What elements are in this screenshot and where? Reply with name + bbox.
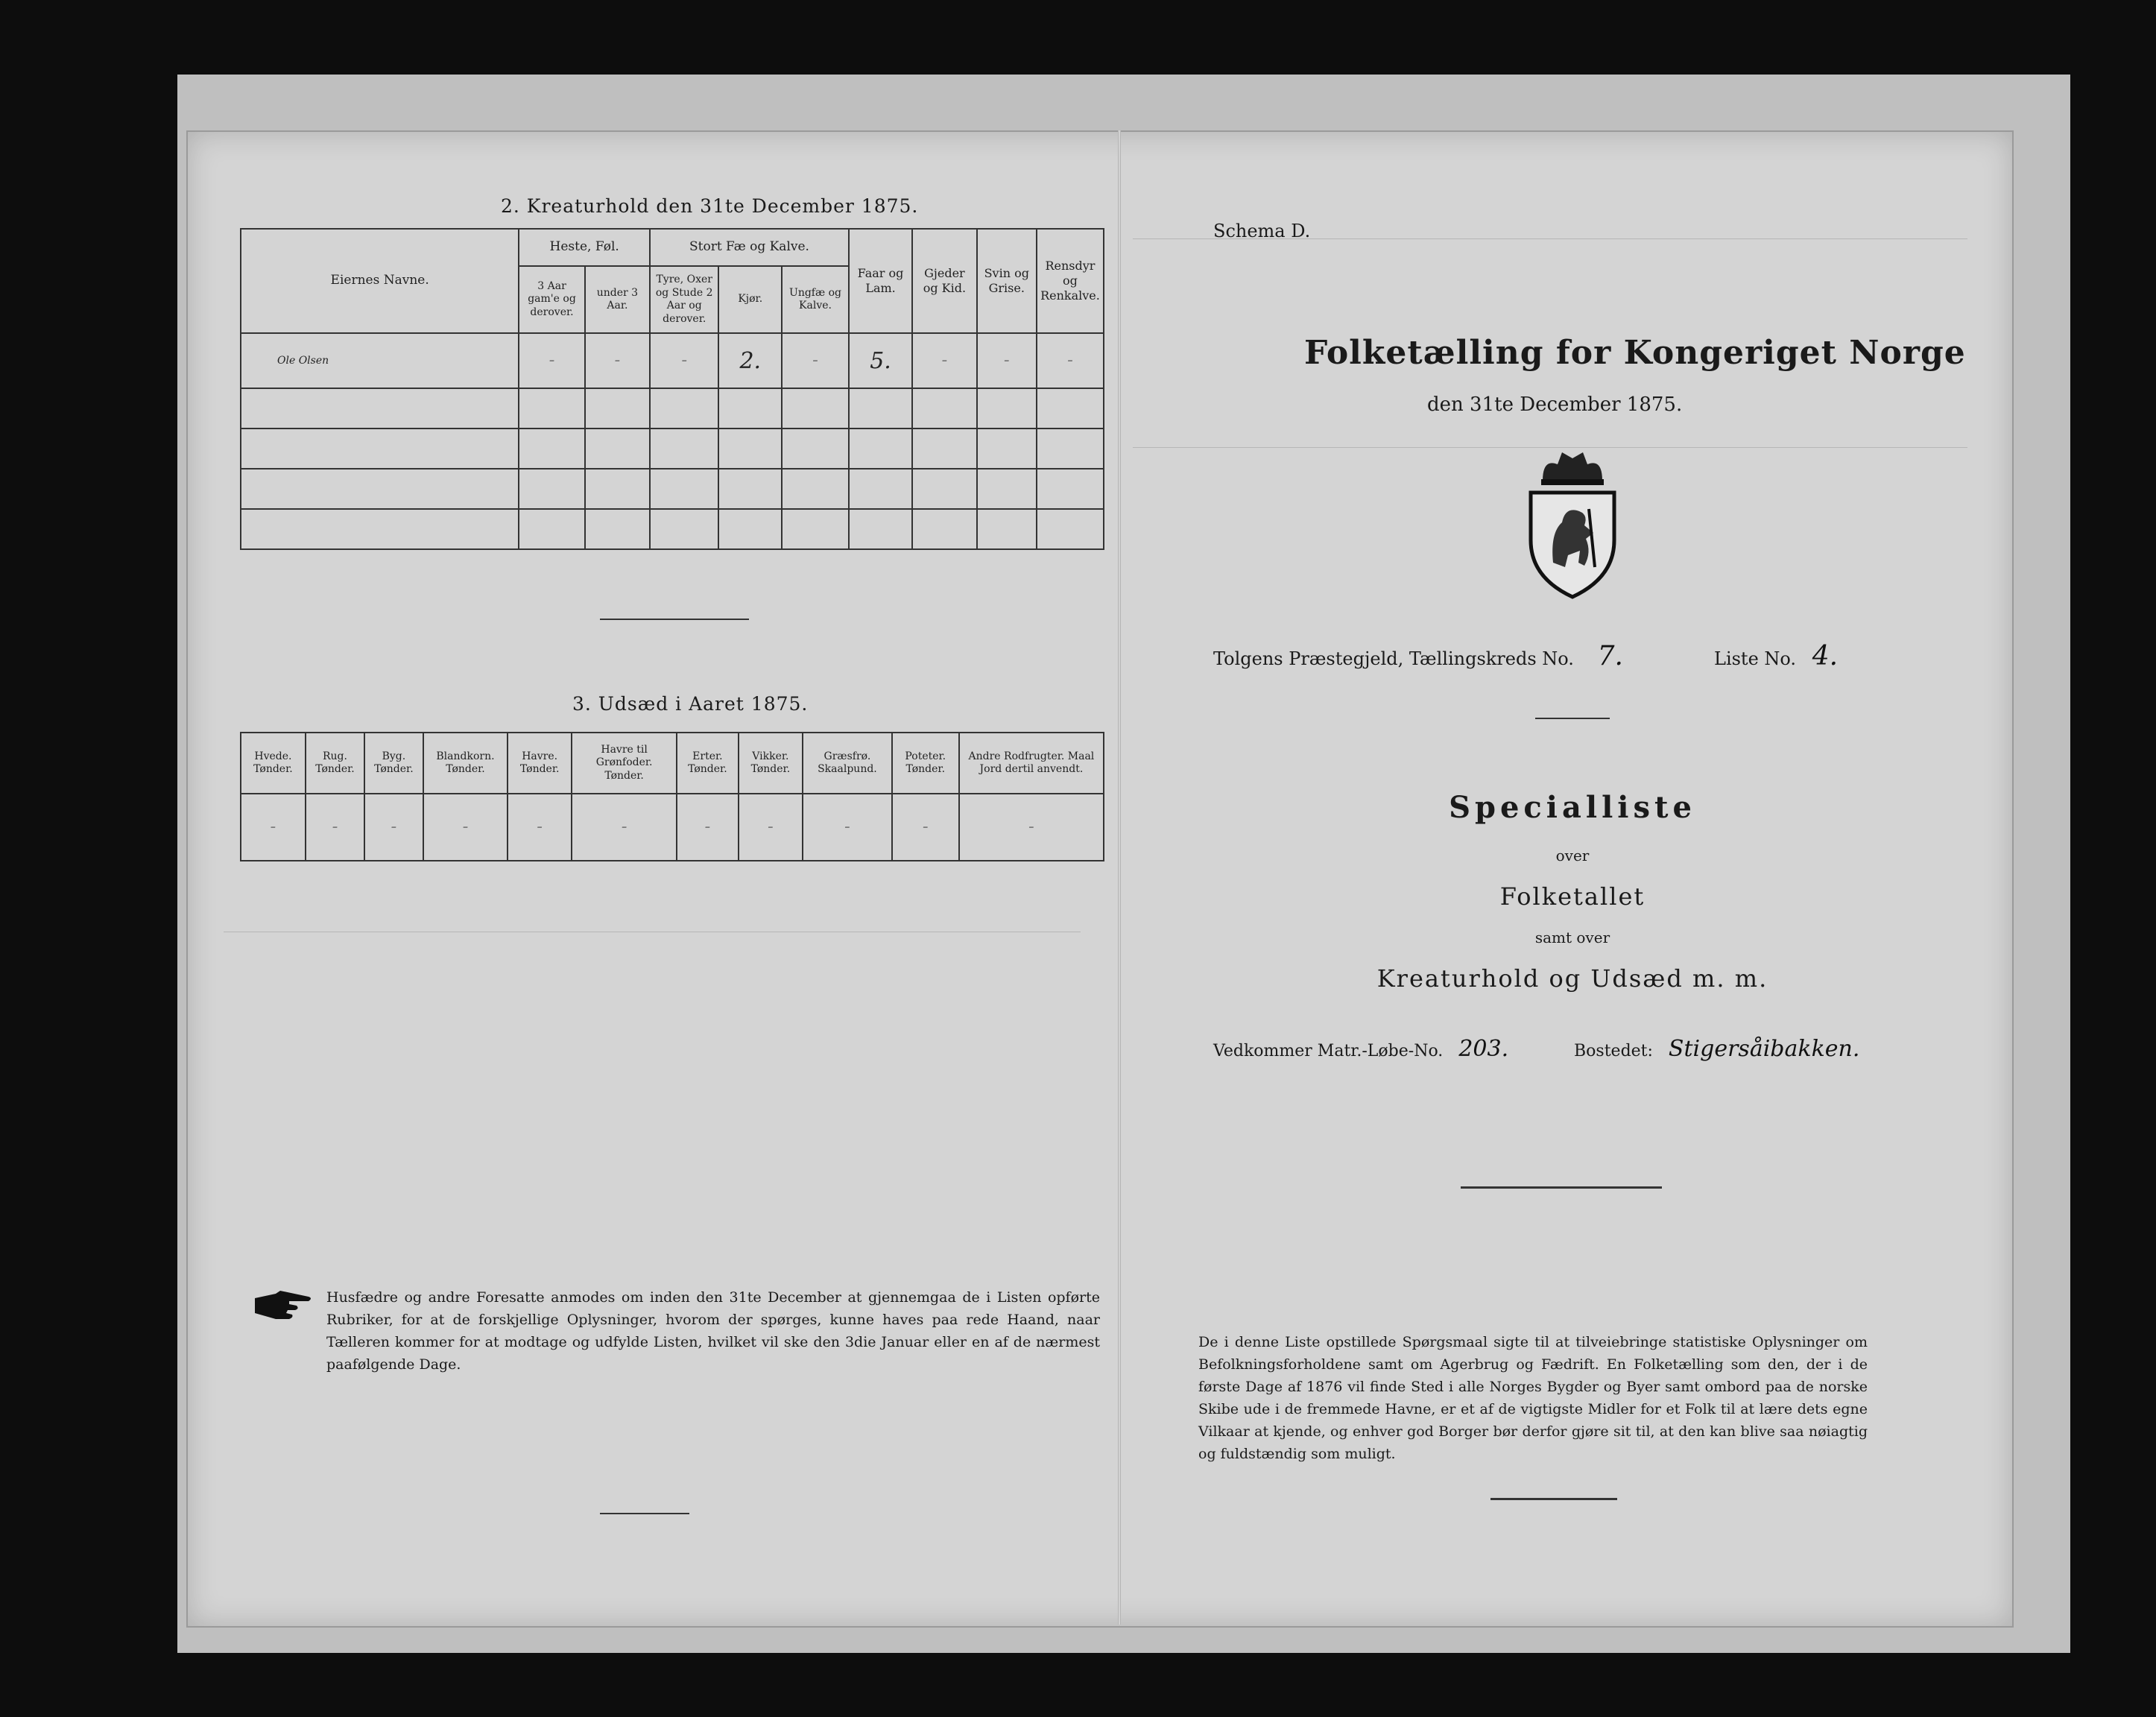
matr-number: 203. <box>1458 1036 1509 1062</box>
bosted-value: Stigersåibakken. <box>1668 1036 1860 1062</box>
seed-header-oats: Havre. Tønder. <box>508 733 572 794</box>
matr-line <box>1213 1036 1508 1062</box>
bosted-label: Bostedet: <box>1574 1042 1653 1060</box>
special-list-title: Specialliste <box>1449 790 1696 825</box>
seed-value-cell: – <box>803 794 892 861</box>
seed-value-cell: – <box>739 794 803 861</box>
horses-old-header: 3 Aar gam'e og derover. <box>519 266 584 333</box>
seed-value-cell: – <box>241 794 306 861</box>
parish-line <box>1213 641 1623 671</box>
folketallet-text: Folketallet <box>1499 882 1646 911</box>
seed-header-rye: Rug. Tønder. <box>306 733 364 794</box>
value-cell: 5. <box>849 333 912 388</box>
horses-young-header: under 3 Aar. <box>585 266 650 333</box>
seed-value-cell: – <box>423 794 508 861</box>
value-cell: – <box>977 333 1037 388</box>
seed-table <box>240 732 1104 861</box>
value-cell: – <box>912 333 976 388</box>
value-cell: – <box>519 333 584 388</box>
divider <box>1490 1498 1617 1500</box>
over-text: over <box>1555 847 1590 864</box>
schema-label: Schema D. <box>1213 221 1311 241</box>
seed-value-cell: – <box>959 794 1104 861</box>
seed-header-potatoes: Poteter. Tønder. <box>892 733 959 794</box>
owner-name-header: Eiernes Navne. <box>241 229 519 333</box>
bleed-through-line <box>1133 447 1967 448</box>
kreaturhold-text: Kreaturhold og Udsæd m. m. <box>1376 964 1768 993</box>
seed-header-green-oats: Havre til Grønfoder. Tønder. <box>572 733 677 794</box>
sheep-header: Faar og Lam. <box>849 229 912 333</box>
livestock-table <box>240 228 1104 550</box>
pointing-hand-icon <box>253 1288 314 1322</box>
table-row <box>241 794 1104 861</box>
seed-value-cell: – <box>572 794 677 861</box>
value-cell: – <box>585 333 650 388</box>
district-number: 7. <box>1597 641 1623 671</box>
section-3-title: 3. Udsæd i Aaret 1875. <box>572 693 809 715</box>
seed-value-cell: – <box>508 794 572 861</box>
matr-label: Vedkommer Matr.-Løbe-No. <box>1213 1042 1444 1060</box>
samt-over-text: samt over <box>1534 929 1610 946</box>
seed-header-barley: Byg. Tønder. <box>364 733 423 794</box>
cows-header: Kjør. <box>718 266 782 333</box>
owner-name-cell: Ole Olsen <box>241 333 519 388</box>
value-cell: – <box>782 333 849 388</box>
young-cattle-header: Ungfæ og Kalve. <box>782 266 849 333</box>
list-number: 4. <box>1812 641 1839 671</box>
list-label: Liste No. <box>1714 648 1797 669</box>
divider <box>1535 718 1610 719</box>
bosted-line <box>1574 1036 1859 1062</box>
horses-group-header: Heste, Føl. <box>519 229 650 266</box>
value-cell: – <box>1037 333 1104 388</box>
table-row <box>241 429 1104 469</box>
section-2-title: 2. Kreaturhold den 31te December 1875. <box>501 195 919 217</box>
seed-header-mixed-grain: Blandkorn. Tønder. <box>423 733 508 794</box>
seed-header-wheat: Hvede. Tønder. <box>241 733 306 794</box>
divider <box>600 619 749 620</box>
explanation-text: De i denne Liste opstillede Spørgsmaal sigte til at tilveiebringe statistiske Oplysninger om Befolkningsforholdene samt om Agerbrug og Fædrift. En Folketælling som den, der i de første Dage af 1876 vil finde Sted i alle Norges Bygder og Byer samt ombord paa de norske Skibe ude i de fremmede Havne, er et af de vigtigste Midler for et Folk til at lære dets egne Vilkaar at kjende, og enhver god Borger bør derfor gjøre sit til, at den kan blive saa nøiagtig og fuldstændig som muligt. <box>1198 1334 1868 1462</box>
seed-value-cell: – <box>892 794 959 861</box>
seed-header-grass-seed: Græsfrø. Skaalpund. <box>803 733 892 794</box>
seed-value-cell: – <box>677 794 739 861</box>
census-title: Folketælling for Kongeriget Norge <box>1304 334 1966 372</box>
seed-header-vetch: Vikker. Tønder. <box>739 733 803 794</box>
census-date: den 31te December 1875. <box>1427 393 1683 416</box>
reindeer-header: Rensdyr og Renkalve. <box>1037 229 1104 333</box>
pigs-header: Svin og Grise. <box>977 229 1037 333</box>
table-row <box>241 333 1104 388</box>
bulls-header: Tyre, Oxer og Stude 2 Aar og derover. <box>650 266 718 333</box>
goats-header: Gjeder og Kid. <box>912 229 976 333</box>
list-line <box>1714 641 1838 671</box>
seed-value-cell: – <box>364 794 423 861</box>
seed-value-cell: – <box>306 794 364 861</box>
value-cell: 2. <box>718 333 782 388</box>
parish-label: Tolgens Præstegjeld, Tællingskreds No. <box>1213 648 1574 669</box>
table-row <box>241 388 1104 429</box>
coat-of-arms-icon <box>1520 451 1625 600</box>
divider <box>600 1513 689 1514</box>
notice-text: Husfædre og andre Foresatte anmodes om inden den 31te December at gjennemgaa de i Listen opførte Rubriker, for at de forskjellige Oplysninger, hvorom der spørges, kunne haves paa rede Haand, naar Tælleren kommer for at modtage og udfylde Listen, hvilket vil ske den 3die Januar eller en af de nærmest paafølgende Dage. <box>326 1289 1100 1373</box>
table-row <box>241 509 1104 549</box>
page-fold <box>1118 130 1121 1625</box>
table-row <box>241 469 1104 509</box>
seed-header-root-crops: Andre Rodfrugter. Maal Jord dertil anvendt. <box>959 733 1104 794</box>
divider <box>1461 1186 1662 1189</box>
cattle-group-header: Stort Fæ og Kalve. <box>650 229 849 266</box>
value-cell: – <box>650 333 718 388</box>
seed-header-peas: Erter. Tønder. <box>677 733 739 794</box>
